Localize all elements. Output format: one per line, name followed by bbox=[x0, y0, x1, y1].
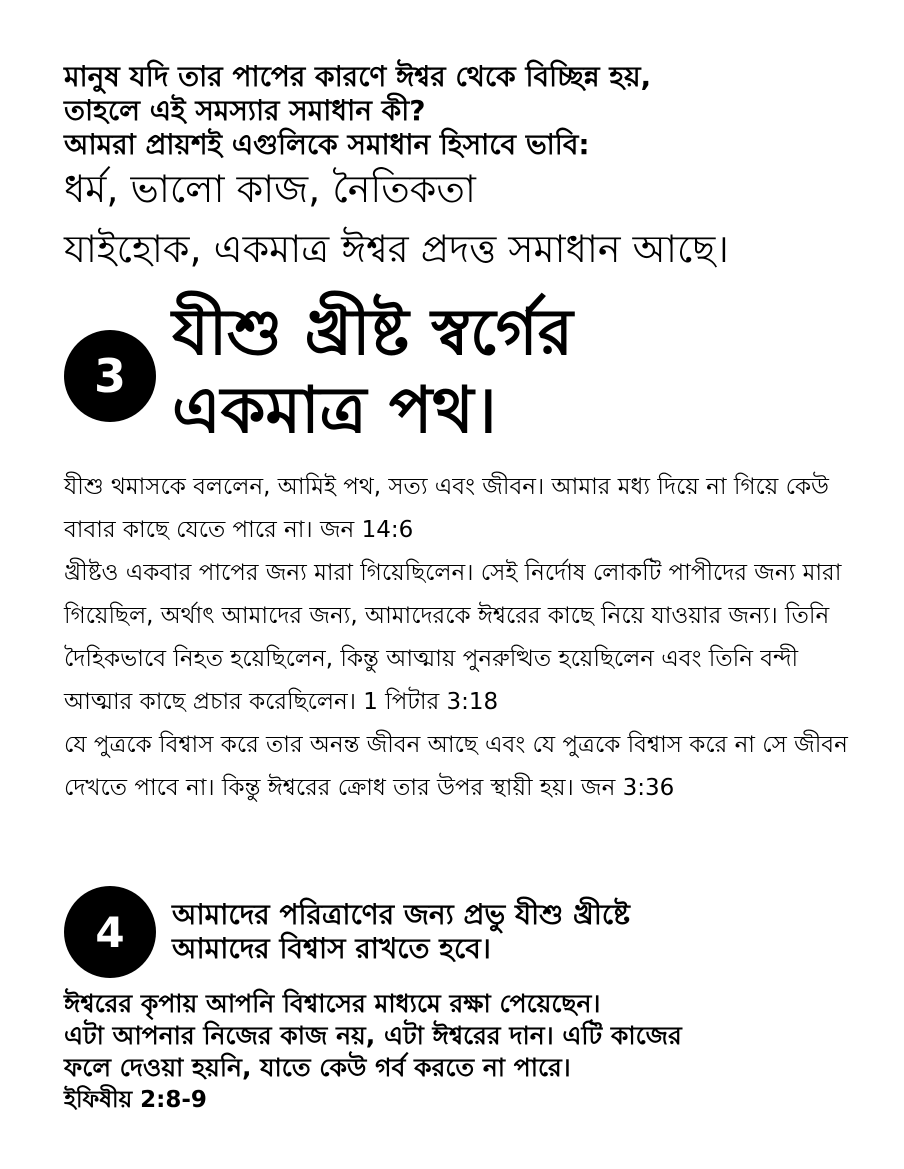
question-line-2: তাহলে এই সমস্যার সমাধান কী? bbox=[64, 94, 426, 127]
section-4-heading-line-1: আমাদের পরিত্রাণের জন্য প্রভু যীশু খ্রীষ্টে bbox=[172, 898, 630, 931]
section-4-heading bbox=[172, 898, 630, 966]
intro-section bbox=[64, 60, 864, 272]
only-solution-statement: যাইহোক, একমাত্র ঈশ্বর প্রদত্ত সমাধান আছে। bbox=[64, 227, 729, 271]
section-4-header bbox=[64, 884, 854, 984]
grace-verse-block bbox=[64, 988, 854, 1116]
verse-john-3-36: যে পুত্রকে বিশ্বাস করে তার অনন্ত জীবন আছে এবং যে পুত্রকে বিশ্বাস করে না সে জীবন দেখতে পাবে না। কিন্তু ঈশ্বরের ক্রোধ তার উপর স্থায়ী হয়। জন 3:36 bbox=[64, 732, 848, 801]
verse-john-14-6: যীশু থমাসকে বললেন, আমিই পথ, সত্য এবং জীবন। আমার মধ্য দিয়ে না গিয়ে কেউ বাবার কাছে যেতে পারে না। জন 14:6 bbox=[64, 474, 829, 543]
grace-line-1: ঈশ্বরের কৃপায় আপনি বিশ্বাসের মাধ্যমে রক্ষা পেয়েছেন। bbox=[64, 989, 601, 1018]
section-number-badge: 4 bbox=[64, 886, 156, 978]
verse-1-peter-3-18: খ্রীষ্টও একবার পাপের জন্য মারা গিয়েছিলেন। সেই নির্দোষ লোকটি পাপীদের জন্য মারা গিয়েছিল, অর্থাৎ আমাদের জন্য, আমাদেরকে ঈশ্বরের কাছে নিয়ে যাওয়ার জন্য। তিনি দৈহিকভাবে নিহত হয়েছিলেন, কিন্তু আত্মায় পুনরুত্থিত হয়েছিলেন এবং তিনি বন্দী আত্মার কাছে প্রচার করেছিলেন। 1 পিটার 3:18 bbox=[64, 560, 842, 715]
section-3-heading-line-2: একমাত্র পথ। bbox=[172, 374, 497, 448]
section-4-heading-line-2: আমাদের বিশ্বাস রাখতে হবে। bbox=[172, 932, 491, 965]
section-3-heading-line-1: যীশু খ্রীষ্ট স্বর্গের bbox=[172, 296, 573, 370]
question-line-1: মানুষ যদি তার পাপের কারণে ঈশ্বর থেকে বিচ্ছিন্ন হয়, bbox=[64, 60, 652, 93]
grace-line-2: এটা আপনার নিজের কাজ নয়, এটা ঈশ্বরের দান। এটি কাজের bbox=[64, 1021, 682, 1050]
section-3-heading bbox=[172, 294, 573, 450]
common-answers: ধর্ম, ভালো কাজ, নৈতিকতা bbox=[64, 167, 476, 211]
verse-reference-ephesians: ইফিষীয় 2:8-9 bbox=[64, 1087, 207, 1113]
grace-line-3: ফলে দেওয়া হয়নি, যাতে কেউ গর্ব করতে না পারে। bbox=[64, 1053, 571, 1082]
section-3-verses bbox=[64, 466, 854, 810]
section-3-header bbox=[64, 296, 854, 460]
section-number-badge: 3 bbox=[64, 330, 156, 422]
question-line-3: আমরা প্রায়শই এগুলিকে সমাধান হিসাবে ভাবি: bbox=[64, 128, 590, 161]
